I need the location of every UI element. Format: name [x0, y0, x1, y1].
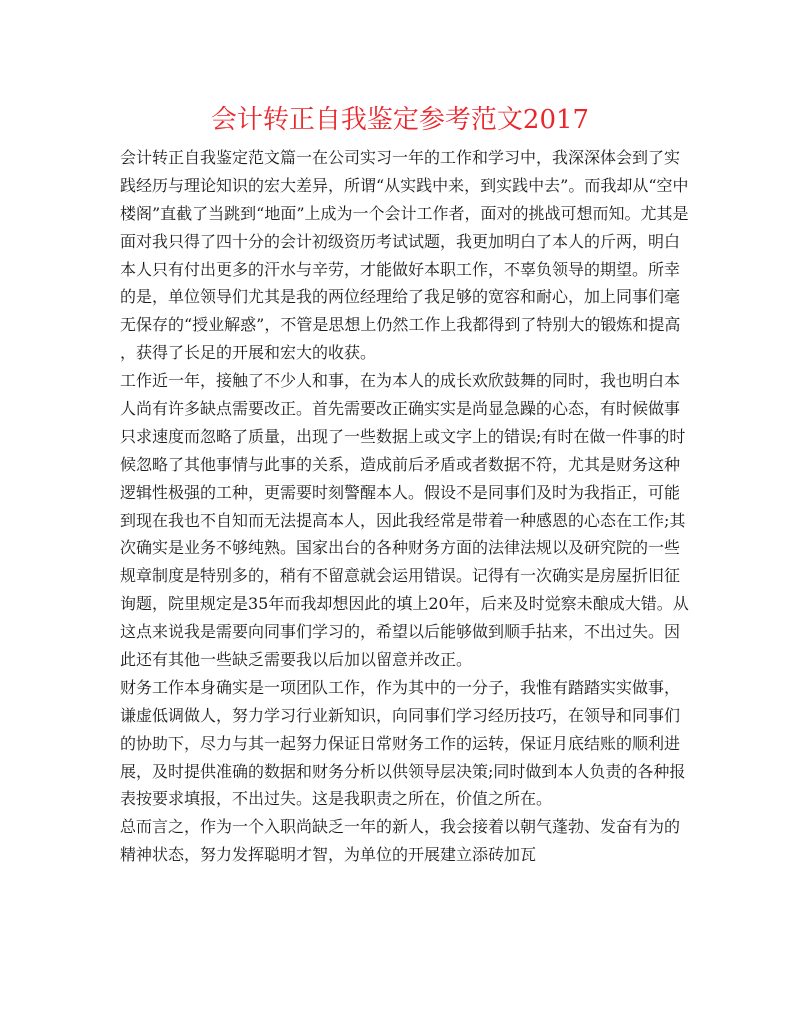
text-line: 面对我只得了四十分的会计初级资历考试试题，我更加明白了本人的斤两，明白 — [120, 231, 681, 251]
text-line: 践经历与理论知识的宏大差异，所谓“从实践中来，到实践中去”。而我却从“空中 — [120, 175, 689, 195]
paragraph — [120, 144, 689, 367]
text-line: 会计转正自我鉴定范文篇一在公司实习一年的工作和学习中，我深深体会到了实 — [120, 148, 681, 167]
text-line: 到现在我也不自知而无法提高本人，因此我经常是带着一种感恩的心态在工作;其 — [120, 510, 686, 530]
text-line: 次确实是业务不够纯熟。国家出台的各种财务方面的法律法规以及研究院的一些 — [120, 538, 681, 558]
text-line: 无保存的“授业解惑”，不管是思想上仍然工作上我都得到了特别大的锻炼和提高 — [120, 315, 681, 335]
text-line: 逻辑性极强的工种，更需要时刻警醒本人。假设不是同事们及时为我指正，可能 — [120, 482, 681, 502]
text-line: 总而言之，作为一个入职尚缺乏一年的新人，我会接着以朝气蓬勃、发奋有为的 — [120, 817, 681, 837]
document-body — [120, 144, 689, 869]
text-line: 的协助下，尽力与其一起努力保证日常财务工作的运转，保证月底结账的顺利进 — [120, 733, 681, 753]
text-line: 询题，院里规定是35年而我却想因此的填上20年，后来及时觉察未酿成大错。从 — [120, 594, 689, 614]
text-line: 工作近一年，接触了不少人和事，在为本人的成长欢欣鼓舞的同时，我也明白本 — [120, 371, 681, 391]
document-title: 会计转正自我鉴定参考范文2017 — [210, 105, 590, 135]
text-line: 这点来说我是需要向同事们学习的，希望以后能够做到顺手拈来，不出过失。因 — [120, 622, 681, 642]
paragraph — [120, 367, 689, 674]
text-line: 展，及时提供准确的数据和财务分析以供领导层决策;同时做到本人负责的各种报 — [120, 761, 686, 781]
text-line: 规章制度是特别多的，稍有不留意就会运用错误。记得有一次确实是房屋折旧征 — [120, 566, 681, 586]
paragraph — [120, 813, 680, 869]
text-line: 只求速度而忽略了质量，出现了一些数据上或文字上的错误;有时在做一件事的时 — [120, 426, 686, 446]
paragraph — [120, 674, 686, 813]
text-line: 此还有其他一些缺乏需要我以后加以留意并改正。 — [120, 650, 473, 670]
text-line: ，获得了长足的开展和宏大的收获。 — [120, 343, 377, 363]
text-line: 精神状态，努力发挥聪明才智，为单位的开展建立添砖加瓦 — [120, 845, 537, 865]
text-line: 的是，单位领导们尤其是我的两位经理给了我足够的宽容和耐心，加上同事们毫 — [120, 287, 681, 307]
text-line: 财务工作本身确实是一项团队工作，作为其中的一分子，我惟有踏踏实实做事， — [120, 677, 681, 697]
text-line: 表按要求填报，不出过失。这是我职责之所在，价值之所在。 — [120, 789, 553, 809]
text-line: 楼阁”直截了当跳到“地面”上成为一个会计工作者，面对的挑战可想而知。尤其是 — [120, 203, 689, 223]
text-line: 人尚有许多缺点需要改正。首先需要改正确实实是尚显急躁的心态，有时候做事 — [120, 399, 681, 419]
text-line: 候忽略了其他事情与此事的关系，造成前后矛盾或者数据不符，尤其是财务这种 — [120, 454, 681, 474]
text-line: 本人只有付出更多的汗水与辛劳，才能做好本职工作，不辜负领导的期望。所幸 — [120, 259, 681, 279]
text-line: 谦虚低调做人，努力学习行业新知识，向同事们学习经历技巧，在领导和同事们 — [120, 705, 681, 725]
